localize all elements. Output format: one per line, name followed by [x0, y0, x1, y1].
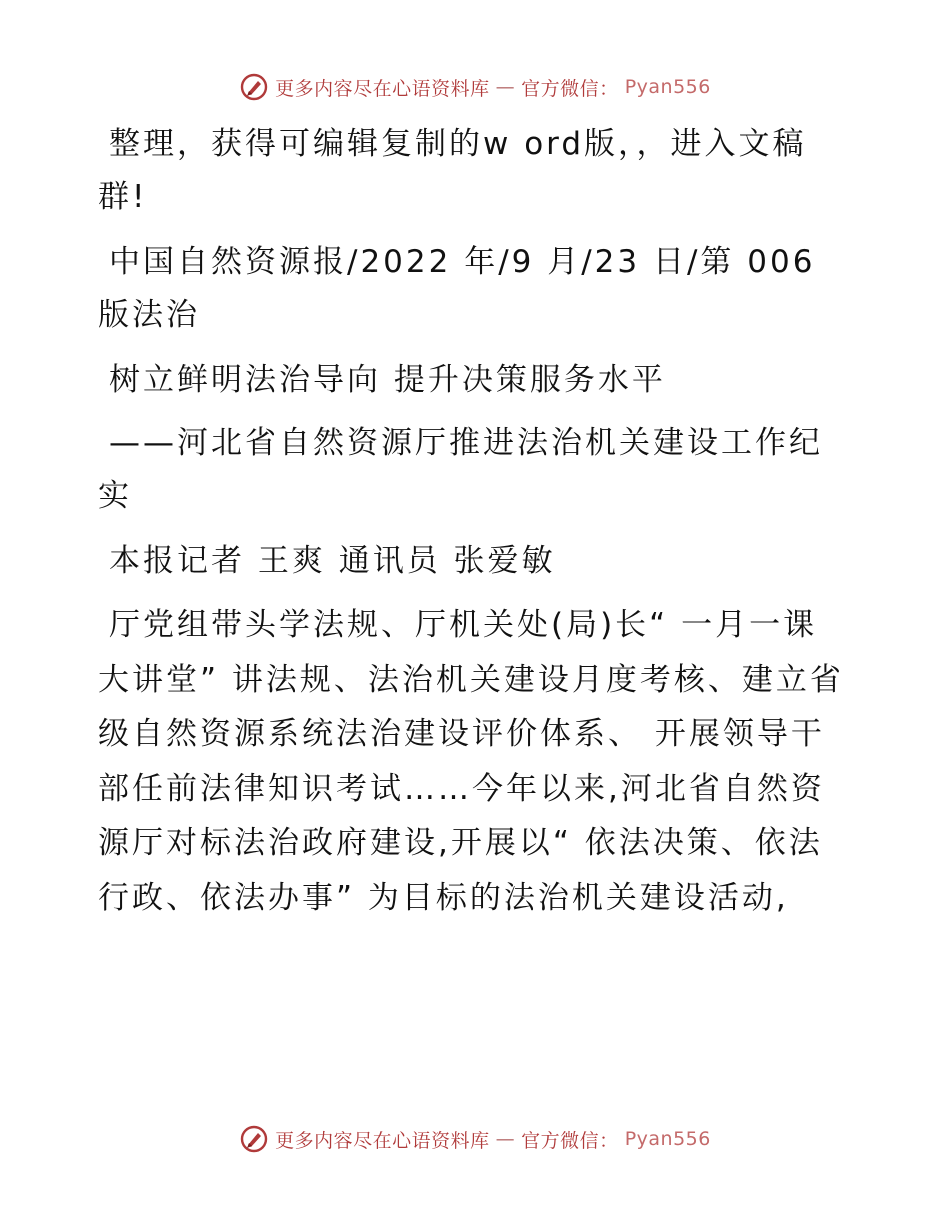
watermark-text: 更多内容尽在心语资料库: [275, 77, 490, 100]
watermark-header: [0, 72, 950, 102]
headline: 树立鲜明法治导向 提升决策服务水平: [109, 362, 666, 398]
watermark-contact-label: 官方微信：: [521, 77, 619, 100]
body-paragraph: 厅党组带头学法规、厅机关处(局)长“ 一月一课大讲堂” 讲法规、法治机关建设月度考核、建立省级自然资源系统法治建设评价体系、 开展领导干部任前法律知识考试……今年以来,河北省自然资源厅对标法治政府建设,开展以“ 依法决策、依法行政、依法办事” 为目标的法治机关建设活动,: [98, 607, 844, 916]
watermark-contact-id: Pyan556: [624, 1128, 711, 1150]
intro-paragraph: 整理，获得可编辑复制的w ord版，，进入文稿群!: [98, 126, 807, 215]
pen-logo-icon: [239, 1124, 269, 1154]
pen-logo-icon: [239, 72, 269, 102]
watermark-separator: —: [495, 76, 516, 98]
watermark-footer: [0, 1124, 950, 1154]
document-content: [98, 118, 850, 925]
watermark-contact-id: Pyan556: [624, 76, 711, 98]
source-line: 中国自然资源报/2022 年/9 月/23 日/第 006 版法治: [98, 244, 816, 333]
byline: 本报记者 王爽 通讯员 张爱敏: [109, 543, 556, 579]
watermark-text: 更多内容尽在心语资料库: [275, 1129, 490, 1152]
watermark-separator: —: [495, 1128, 516, 1150]
watermark-contact-label: 官方微信：: [521, 1129, 619, 1152]
subheadline: ——河北省自然资源厅推进法治机关建设工作纪实: [98, 425, 823, 514]
